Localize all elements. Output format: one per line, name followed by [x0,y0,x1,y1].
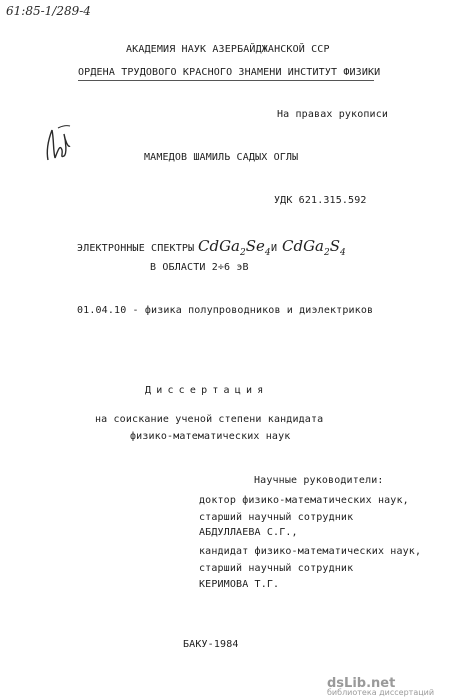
specialty-code: 01.04.10 - физика полупроводников и диэлектриков [77,305,374,316]
formula-cdga2s4: $CdGa_2S_4$ [282,237,346,258]
work-type: Диссертация [145,385,269,396]
title-prefix: ЭЛЕКТРОННЫЕ СПЕКТРЫ [77,243,195,254]
watermark-logo: dsLib.net [327,676,396,691]
title-conjunction: И [271,243,278,254]
header-underline [78,80,374,81]
title-spectral-range: В ОБЛАСТИ 2÷6 эВ [150,262,249,273]
supervisor-2-degree: кандидат физико-математических наук, [199,546,422,557]
institute-name: ОРДЕНА ТРУДОВОГО КРАСНОГО ЗНАМЕНИ ИНСТИТУТ ФИЗИКИ [78,67,381,78]
degree-line-1: на соискание ученой степени кандидата [95,414,324,425]
place-year: БАКУ-1984 [183,639,239,650]
degree-line-2: физико-математических наук [130,431,291,442]
supervisors-heading: Научные руководители: [254,475,384,486]
margin-signature [40,120,76,166]
supervisor-2-name: КЕРИМОВА Т.Г. [199,579,280,590]
manuscript-rights: На правах рукописи [277,109,389,120]
supervisor-2-position: старший научный сотрудник [199,563,354,574]
archive-handwritten-mark: 61:85-1/289-4 [6,4,91,18]
author-name: МАМЕДОВ ШАМИЛЬ САДЫХ ОГЛЫ [144,152,299,163]
formula-cdga2se4: $CdGa_2Se_4$ [198,237,271,258]
academy-name: АКАДЕМИЯ НАУК АЗЕРБАЙДЖАНСКОЙ ССР [126,44,330,55]
supervisor-1-degree: доктор физико-математических наук, [199,495,409,506]
supervisor-1-name: АБДУЛЛАЕВА С.Г., [199,527,298,538]
supervisor-1-position: старший научный сотрудник [199,512,354,523]
udk-code: УДК 621.315.592 [274,195,367,206]
watermark-caption: библиотека диссертаций [327,688,435,697]
